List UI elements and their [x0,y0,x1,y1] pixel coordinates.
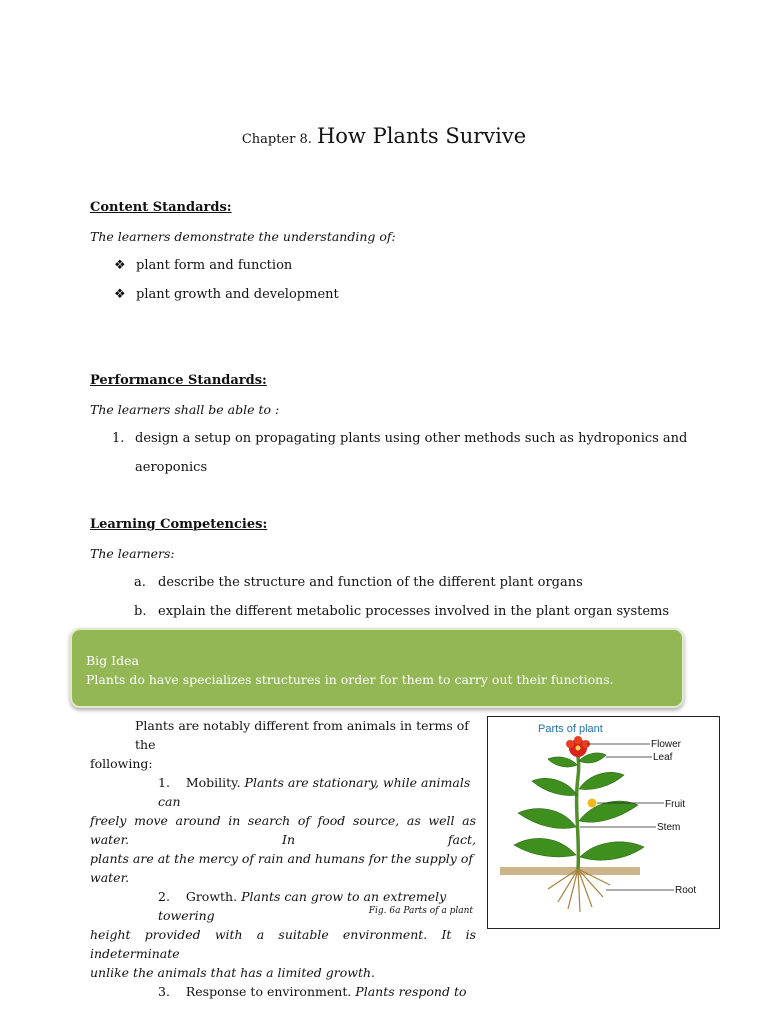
performance-item-line: aeroponics [135,460,208,475]
performance-standards-intro: The learners shall be able to : [90,402,280,417]
chapter-number: Chapter 8. [241,132,312,147]
roots [548,869,610,912]
point-first-line: 1. Mobility. Plants are stationary, while animals can [158,775,471,809]
body-text [90,716,476,1001]
learning-competencies-intro: The learners: [90,546,175,561]
performance-standards-heading: Performance Standards: [90,373,267,388]
point-first-line: 3. Response to environment. Plants respond to [158,984,467,999]
label-stem: Stem [657,822,681,833]
content-standards-intro: The learners demonstrate the understanding of: [90,229,396,244]
point-line: plants are at the mercy of rain and humans for the supply of water. [90,851,473,885]
label-leaf: Leaf [653,752,673,763]
point-line: unlike the animals that has a limited growth. [90,965,376,980]
performance-item-line: design a setup on propagating plants using other methods such as hydroponics and [135,431,688,446]
chapter-title: How Plants Survive [316,124,527,148]
performance-item-number: 1. [112,431,125,446]
label-fruit: Fruit [665,799,685,810]
figure-heading: Parts of plant [538,723,603,735]
big-idea-box [70,628,684,708]
learning-competencies-heading: Learning Competencies: [90,517,268,532]
diamond-bullet-icon: ❖ [114,258,126,273]
content-standard-item: ❖ plant form and function [114,258,293,273]
label-flower: Flower [651,739,682,750]
content-standard-item: ❖ plant growth and development [114,287,339,302]
figure-parts-of-plant [487,716,720,929]
flower [566,736,590,757]
competency-item: a. describe the structure and function of the different plant organs [134,575,583,590]
competency-item: b. explain the different metabolic processes involved in the plant organ systems [134,604,670,619]
big-idea-title: Big Idea [86,653,139,668]
point-line: freely move around in search of food source, as well as water. In fact, [90,813,476,847]
figure-caption: Fig. 6a Parts of a plant [368,906,473,916]
stem [577,749,579,869]
big-idea-text: Plants do have specializes structures in order for them to carry out their functions. [86,672,614,687]
content-standards-heading: Content Standards: [90,200,232,215]
fruit [588,799,597,808]
body-intro-line: Plants are notably different from animals in terms of the [135,718,469,752]
body-intro-line: following: [90,756,153,771]
point-first-line: 2. Growth. Plants can grow to an extremely towering [158,889,447,923]
label-root: Root [675,885,697,896]
plant-diagram [488,717,719,928]
page-title [0,124,768,148]
diamond-bullet-icon: ❖ [114,287,126,302]
point-line: height provided with a suitable environment. It is indeterminate [90,927,476,961]
